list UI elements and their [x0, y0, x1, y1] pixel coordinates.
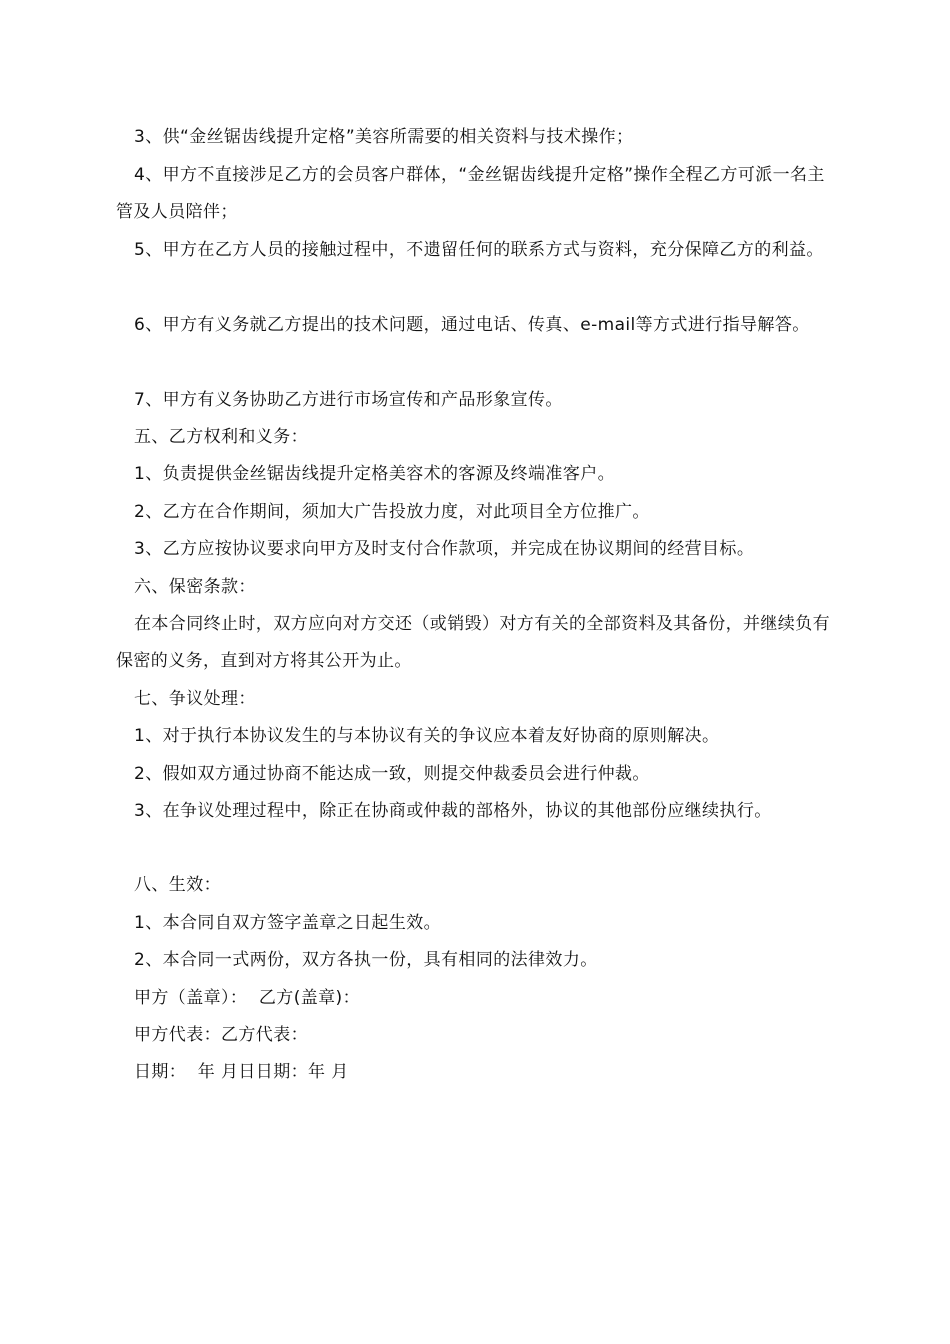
date-line: 日期： 年 月日日期：年 月	[134, 1062, 349, 1082]
clause-a6: 6、甲方有义务就乙方提出的技术问题，通过电话、传真、e-mail等方式进行指导解答。	[134, 315, 810, 335]
confidentiality-clause: 在本合同终止时，双方应向对方交还（或销毁）对方有关的全部资料及其备份，并继续负有保密的义务，直到对方将其公开为止。	[116, 614, 830, 671]
clause-a5: 5、甲方在乙方人员的接触过程中，不遗留任何的联系方式与资料，充分保障乙方的利益。	[134, 240, 824, 260]
clause-d1: 1、本合同自双方签字盖章之日起生效。	[134, 913, 442, 933]
clause-d2: 2、本合同一式两份，双方各执一份，具有相同的法律效力。	[134, 950, 598, 970]
section-heading-8: 八、生效：	[134, 875, 221, 895]
section-heading-7: 七、争议处理：	[134, 689, 256, 709]
clause-b1: 1、负责提供金丝锯齿线提升定格美容术的客源及终端准客户。	[134, 464, 616, 484]
clause-c3: 3、在争议处理过程中，除正在协商或仲裁的部格外，协议的其他部份应继续执行。	[134, 801, 772, 821]
clause-a4: 4、甲方不直接涉足乙方的会员客户群体，“金丝锯齿线提升定格”操作全程乙方可派一名主管及人员陪伴；	[116, 165, 825, 222]
clause-c2: 2、假如双方通过协商不能达成一致，则提交仲裁委员会进行仲裁。	[134, 764, 650, 784]
seal-line: 甲方（盖章）： 乙方(盖章)：	[134, 988, 360, 1008]
clause-a3: 3、供“金丝锯齿线提升定格”美容所需要的相关资料与技术操作；	[134, 127, 634, 147]
clause-c1: 1、对于执行本协议发生的与本协议有关的争议应本着友好协商的原则解决。	[134, 726, 720, 746]
clause-a7: 7、甲方有义务协助乙方进行市场宣传和产品形象宣传。	[134, 390, 563, 410]
clause-b3: 3、乙方应按协议要求向甲方及时支付合作款项，并完成在协议期间的经营目标。	[134, 539, 755, 559]
clause-b2: 2、乙方在合作期间，须加大广告投放力度，对此项目全方位推广。	[134, 502, 650, 522]
section-heading-5: 五、乙方权利和义务：	[134, 427, 308, 447]
section-heading-6: 六、保密条款：	[134, 577, 256, 597]
representative-line: 甲方代表：乙方代表：	[134, 1025, 308, 1045]
